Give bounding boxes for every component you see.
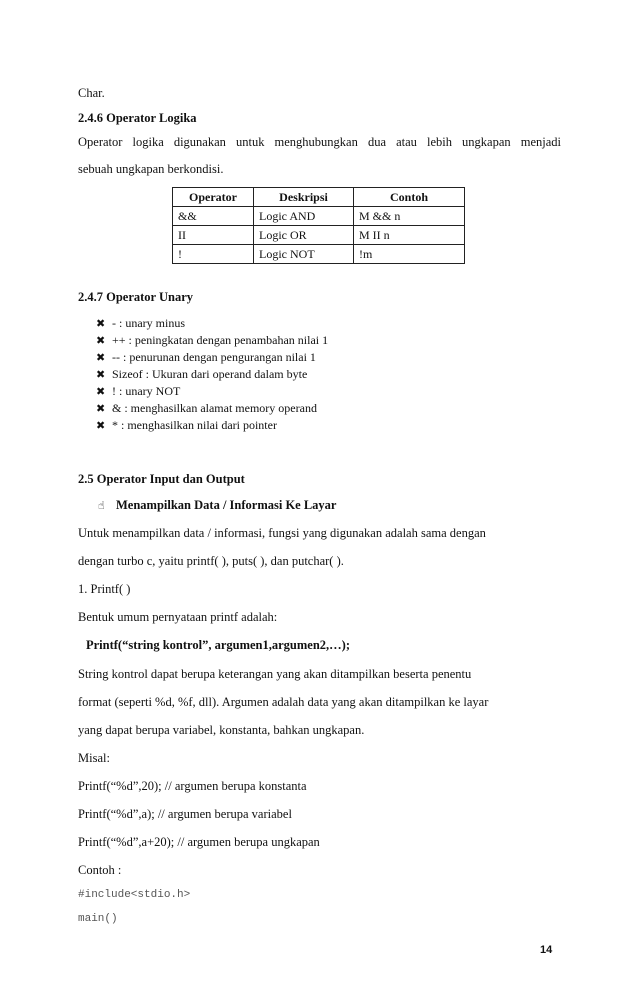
paragraph-line: yang dapat berupa variabel, konstanta, bahkan ungkapan.	[78, 723, 365, 737]
section-heading: 2.4.6 Operator Logika	[78, 111, 197, 125]
x-mark-icon: ✖	[96, 317, 106, 330]
text-line: Char.	[78, 86, 105, 100]
table-row	[173, 226, 465, 245]
page-number: 14	[540, 944, 553, 956]
table-cell: !	[173, 245, 254, 264]
section-heading: 2.4.7 Operator Unary	[78, 290, 194, 304]
x-mark-icon: ✖	[96, 385, 106, 398]
paragraph-line: format (seperti %d, %f, dll). Argumen adalah data yang akan ditampilkan ke layar	[78, 695, 489, 709]
table-cell: II	[173, 226, 254, 245]
table-header-cell: Deskripsi	[254, 188, 354, 207]
list-item	[96, 333, 328, 348]
code-example-line: Printf(“%d”,a); // argumen berupa variabel	[78, 807, 292, 821]
table-cell: M II n	[354, 226, 465, 245]
paragraph-line: Operator logika digunakan untuk menghubungkan dua atau lebih ungkapan menjadi	[78, 135, 561, 149]
x-mark-icon: ✖	[96, 402, 106, 415]
x-mark-icon: ✖	[96, 368, 106, 381]
list-item-text: - : unary minus	[112, 316, 185, 330]
syntax-line: Printf(“string kontrol”, argumen1,argumen2,…);	[86, 638, 350, 652]
operator-table	[172, 187, 465, 264]
table-row	[173, 245, 465, 264]
hand-pointer-icon: ☝	[98, 499, 105, 512]
paragraph-line: dengan turbo c, yaitu printf( ), puts( ), dan putchar( ).	[78, 554, 344, 568]
table-header-cell: Operator	[173, 188, 254, 207]
subheading-text: Menampilkan Data / Informasi Ke Layar	[116, 498, 337, 512]
table-cell: !m	[354, 245, 465, 264]
table-header-cell: Contoh	[354, 188, 465, 207]
table-cell: Logic NOT	[254, 245, 354, 264]
code-line: main()	[78, 913, 118, 925]
list-item	[96, 401, 317, 416]
x-mark-icon: ✖	[96, 419, 106, 432]
table-header-row	[173, 188, 465, 207]
list-item-text: & : menghasilkan alamat memory operand	[112, 401, 317, 415]
list-item-text: ++ : peningkatan dengan penambahan nilai 1	[112, 333, 329, 347]
list-item-text: Sizeof : Ukuran dari operand dalam byte	[112, 367, 308, 381]
table-row	[173, 207, 465, 226]
paragraph-line: Contoh :	[78, 863, 122, 877]
code-line: #include<stdio.h>	[78, 889, 191, 901]
paragraph-line: sebuah ungkapan berkondisi.	[78, 162, 224, 176]
table-cell: M && n	[354, 207, 465, 226]
paragraph-line: Misal:	[78, 751, 110, 765]
x-mark-icon: ✖	[96, 351, 106, 364]
code-example-line: Printf(“%d”,a+20); // argumen berupa ungkapan	[78, 835, 320, 849]
paragraph-line: Bentuk umum pernyataan printf adalah:	[78, 610, 278, 624]
list-item	[96, 316, 185, 331]
subheading	[98, 498, 336, 513]
list-item	[96, 367, 307, 382]
table-cell: &&	[173, 207, 254, 226]
numbered-item: 1. Printf( )	[78, 582, 131, 596]
list-item	[96, 350, 316, 365]
list-item	[96, 384, 180, 399]
paragraph-line: String kontrol dapat berupa keterangan yang akan ditampilkan beserta penentu	[78, 667, 472, 681]
list-item-text: * : menghasilkan nilai dari pointer	[112, 418, 277, 432]
table-cell: Logic AND	[254, 207, 354, 226]
code-example-line: Printf(“%d”,20); // argumen berupa konstanta	[78, 779, 307, 793]
table-cell: Logic OR	[254, 226, 354, 245]
list-item-text: -- : penurunan dengan pengurangan nilai 1	[112, 350, 316, 364]
list-item	[96, 418, 277, 433]
section-heading: 2.5 Operator Input dan Output	[78, 472, 245, 486]
list-item-text: ! : unary NOT	[112, 384, 181, 398]
x-mark-icon: ✖	[96, 334, 106, 347]
paragraph-line: Untuk menampilkan data / informasi, fungsi yang digunakan adalah sama dengan	[78, 526, 486, 540]
